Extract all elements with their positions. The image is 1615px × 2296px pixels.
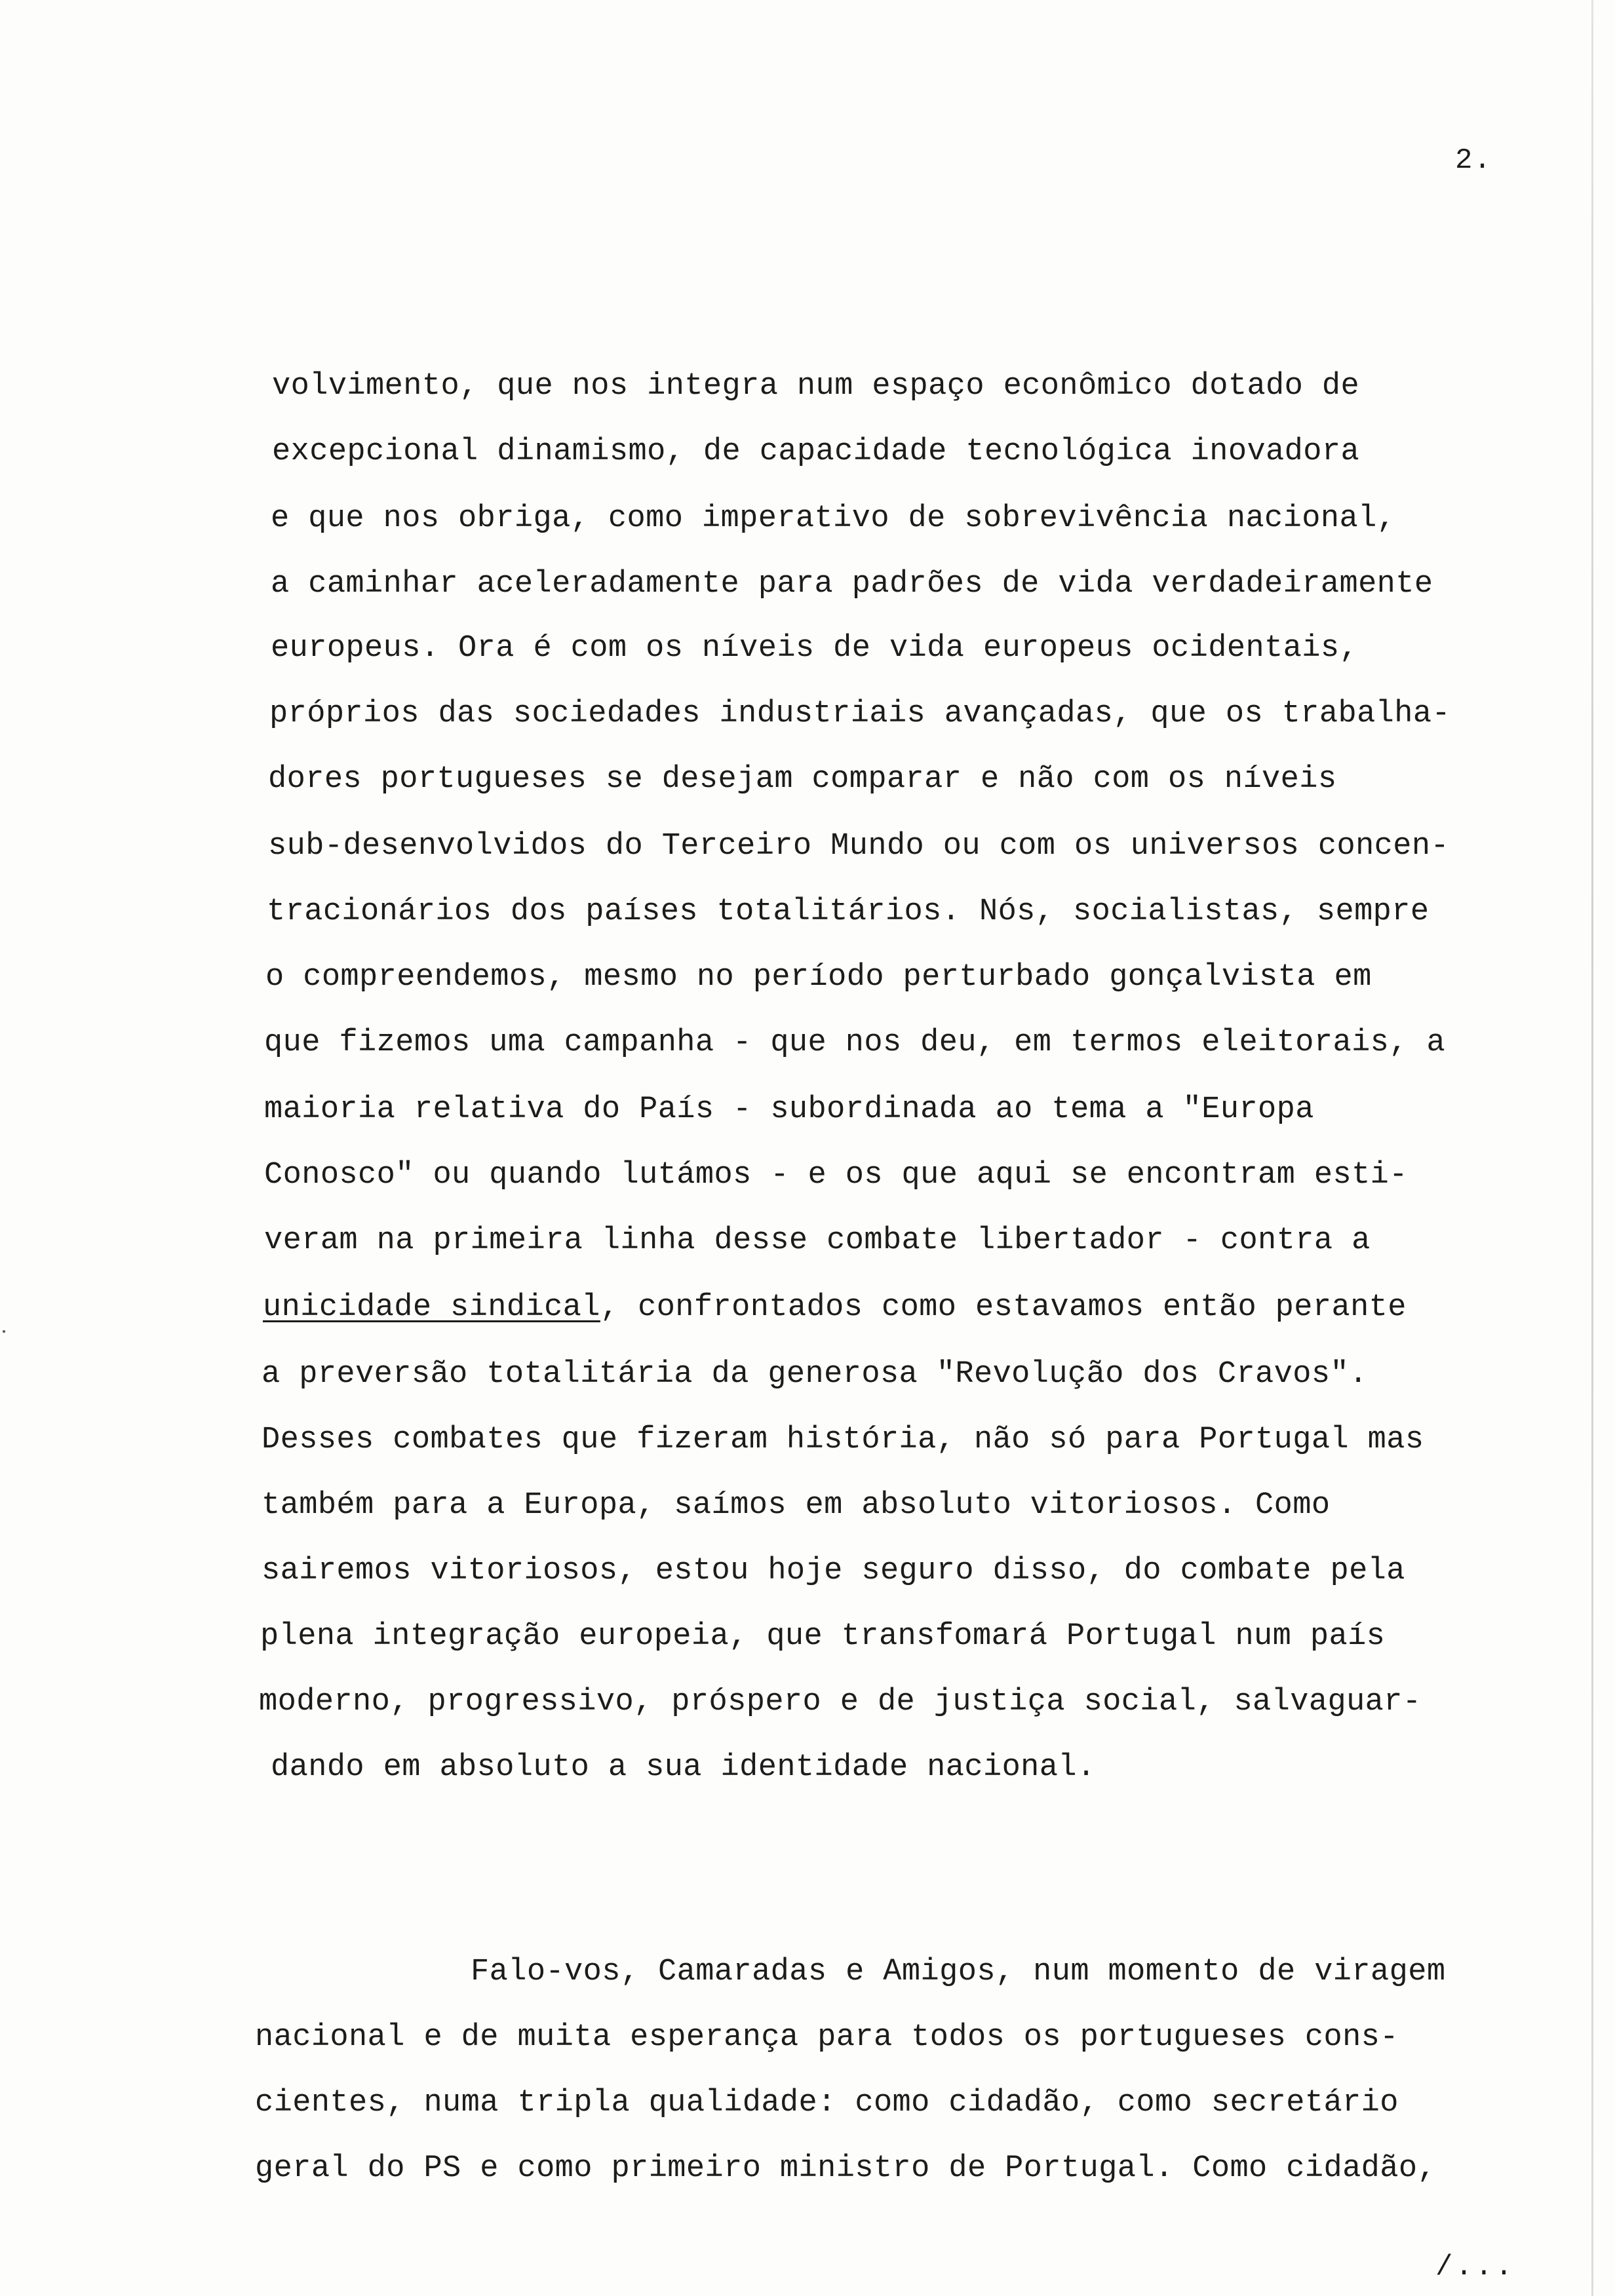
text-line: volvimento, que nos integra num espaço econômico dotado de xyxy=(272,369,1360,404)
underlined-phrase: unicidade sindical xyxy=(263,1290,600,1325)
text-line: sairemos vitoriosos, estou hoje seguro disso, do combate pela xyxy=(262,1554,1405,1588)
text-line: Conosco" ou quando lutámos - e os que aqui se encontram esti- xyxy=(264,1158,1408,1193)
text-line: Falo-vos, Camaradas e Amigos, num momento de viragem xyxy=(471,1955,1446,1989)
text-line: maioria relativa do País - subordinada ao tema a "Europa xyxy=(264,1092,1314,1127)
text-line: a preversão totalitária da generosa "Revolução dos Cravos". xyxy=(262,1357,1368,1392)
text-line: europeus. Ora é com os níveis de vida europeus ocidentais, xyxy=(271,631,1359,666)
page-edge-shadow xyxy=(1591,0,1593,2296)
text-line: nacional e de muita esperança para todos os portugueses cons- xyxy=(255,2020,1399,2055)
text-line: dores portugueses se desejam comparar e não com os níveis xyxy=(268,762,1337,797)
page-number: 2. xyxy=(1455,144,1492,177)
text-line: o compreendemos, mesmo no período perturbado gonçalvista em xyxy=(265,960,1372,995)
text-line: próprios das sociedades industriais avançadas, que os trabalha- xyxy=(269,697,1451,731)
text-line: dando em absoluto a sua identidade nacional. xyxy=(271,1750,1096,1785)
text-line: que fizemos uma campanha - que nos deu, em termos eleitorais, a xyxy=(264,1025,1446,1060)
text-line: cientes, numa tripla qualidade: como cidadão, como secretário xyxy=(255,2086,1399,2120)
text-line: veram na primeira linha desse combate libertador - contra a xyxy=(264,1223,1371,1258)
text-line-rest: , confrontados como estavamos então perante xyxy=(600,1290,1407,1325)
text-line: plena integração europeia, que transfomará Portugal num país xyxy=(260,1619,1386,1654)
text-line: moderno, progressivo, próspero e de justiça social, salvaguar- xyxy=(259,1685,1422,1719)
text-line: Desses combates que fizeram história, não só para Portugal mas xyxy=(262,1423,1424,1457)
text-line: excepcional dinamismo, de capacidade tecnológica inovadora xyxy=(272,434,1360,469)
continuation-mark: /... xyxy=(1435,2251,1515,2284)
text-line xyxy=(263,1288,1407,1328)
text-line: sub-desenvolvidos do Terceiro Mundo ou com os universos concen- xyxy=(268,829,1450,864)
text-line: geral do PS e como primeiro ministro de Portugal. Como cidadão, xyxy=(255,2151,1437,2186)
text-line: tracionários dos países totalitários. Nós, socialistas, sempre xyxy=(267,894,1430,929)
text-line: também para a Europa, saímos em absoluto vitoriosos. Como xyxy=(262,1488,1331,1523)
text-line: a caminhar aceleradamente para padrões de vida verdadeiramente xyxy=(271,567,1433,602)
scan-speck xyxy=(3,1330,5,1333)
text-line: e que nos obriga, como imperativo de sobrevivência nacional, xyxy=(271,501,1396,536)
